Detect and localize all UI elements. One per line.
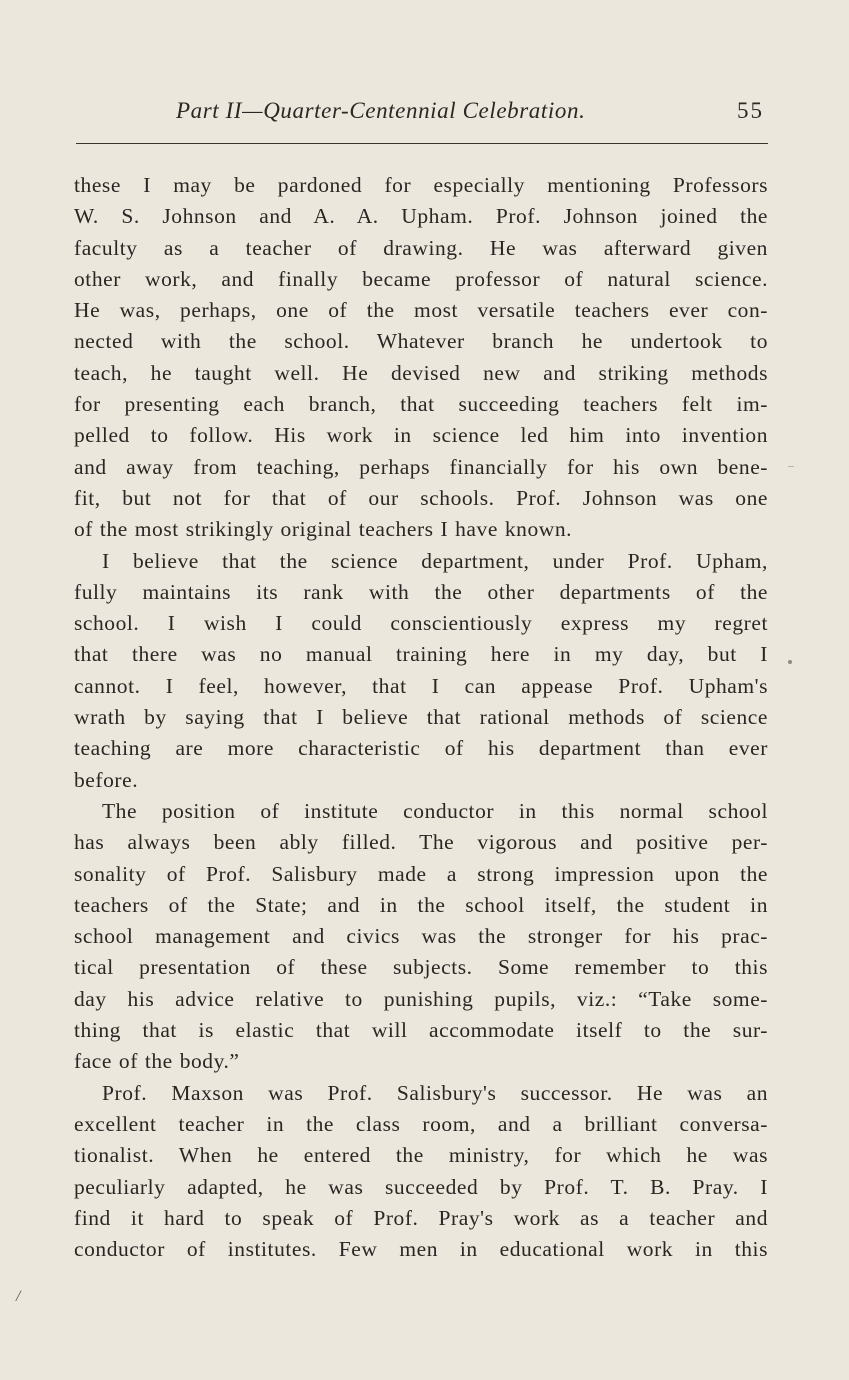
text-line: W. S. Johnson and A. A. Upham. Prof. Johnson joined the	[74, 204, 768, 229]
text-line: tionalist. When he entered the ministry, for which he was	[74, 1143, 768, 1168]
text-line: has always been ably filled. The vigorous and positive per-	[74, 830, 768, 855]
paragraph-start: I believe that the science department, under Prof. Upham,	[102, 548, 768, 573]
page-number: 55	[737, 98, 764, 123]
margin-slash-mark: /	[16, 1288, 21, 1305]
text-line: teachers of the State; and in the school itself, the student in	[74, 892, 768, 917]
text-line: fully maintains its rank with the other departments of the	[74, 579, 768, 604]
text-line: of the most strikingly original teachers I have known.	[74, 517, 573, 542]
body-text	[74, 170, 768, 1265]
text-line: sonality of Prof. Salisbury made a strong impression upon the	[74, 861, 768, 886]
text-line: thing that is elastic that will accommodate itself to the sur-	[74, 1018, 768, 1043]
text-line: cannot. I feel, however, that I can appease Prof. Upham's	[74, 673, 768, 698]
text-line: teaching are more characteristic of his department than ever	[74, 736, 768, 761]
text-line: school. I wish I could conscientiously express my regret	[74, 611, 768, 636]
text-line: peculiarly adapted, he was succeeded by Prof. T. B. Pray. I	[74, 1174, 768, 1199]
running-title: Part II—Quarter-Centennial Celebration.	[176, 98, 586, 123]
text-line: pelled to follow. His work in science led him into invention	[74, 423, 768, 448]
text-line: fit, but not for that of our schools. Prof. Johnson was one	[74, 485, 768, 510]
text-line: for presenting each branch, that succeeding teachers felt im-	[74, 392, 768, 417]
text-line: and away from teaching, perhaps financially for his own bene-	[74, 454, 768, 479]
text-line: find it hard to speak of Prof. Pray's work as a teacher and	[74, 1205, 768, 1230]
text-line: school management and civics was the stronger for his prac-	[74, 924, 768, 949]
margin-dash-mark	[788, 466, 794, 467]
text-line: other work, and finally became professor of natural science.	[74, 266, 768, 291]
text-line: excellent teacher in the class room, and a brilliant conversa-	[74, 1111, 768, 1136]
text-line: teach, he taught well. He devised new and striking methods	[74, 360, 768, 385]
text-line: faculty as a teacher of drawing. He was afterward given	[74, 235, 768, 260]
text-line: conductor of institutes. Few men in educational work in this	[74, 1237, 768, 1262]
text-line: these I may be pardoned for especially mentioning Professors	[74, 173, 768, 197]
running-header	[76, 98, 768, 134]
text-line: day his advice relative to punishing pupils, viz.: “Take some-	[74, 986, 768, 1011]
header-rule	[76, 143, 768, 144]
text-line: that there was no manual training here in my day, but I	[74, 642, 768, 667]
margin-dot-mark	[788, 660, 792, 664]
paragraph-start: The position of institute conductor in this normal school	[102, 798, 768, 823]
paragraph-start: Prof. Maxson was Prof. Salisbury's successor. He was an	[102, 1080, 768, 1105]
text-line: wrath by saying that I believe that rational methods of science	[74, 705, 768, 730]
text-line: He was, perhaps, one of the most versatile teachers ever con-	[74, 298, 768, 323]
text-line: tical presentation of these subjects. Some remember to this	[74, 955, 768, 980]
text-line: before.	[74, 767, 139, 792]
text-line: face of the body.”	[74, 1049, 240, 1074]
text-line: nected with the school. Whatever branch he undertook to	[74, 329, 768, 354]
